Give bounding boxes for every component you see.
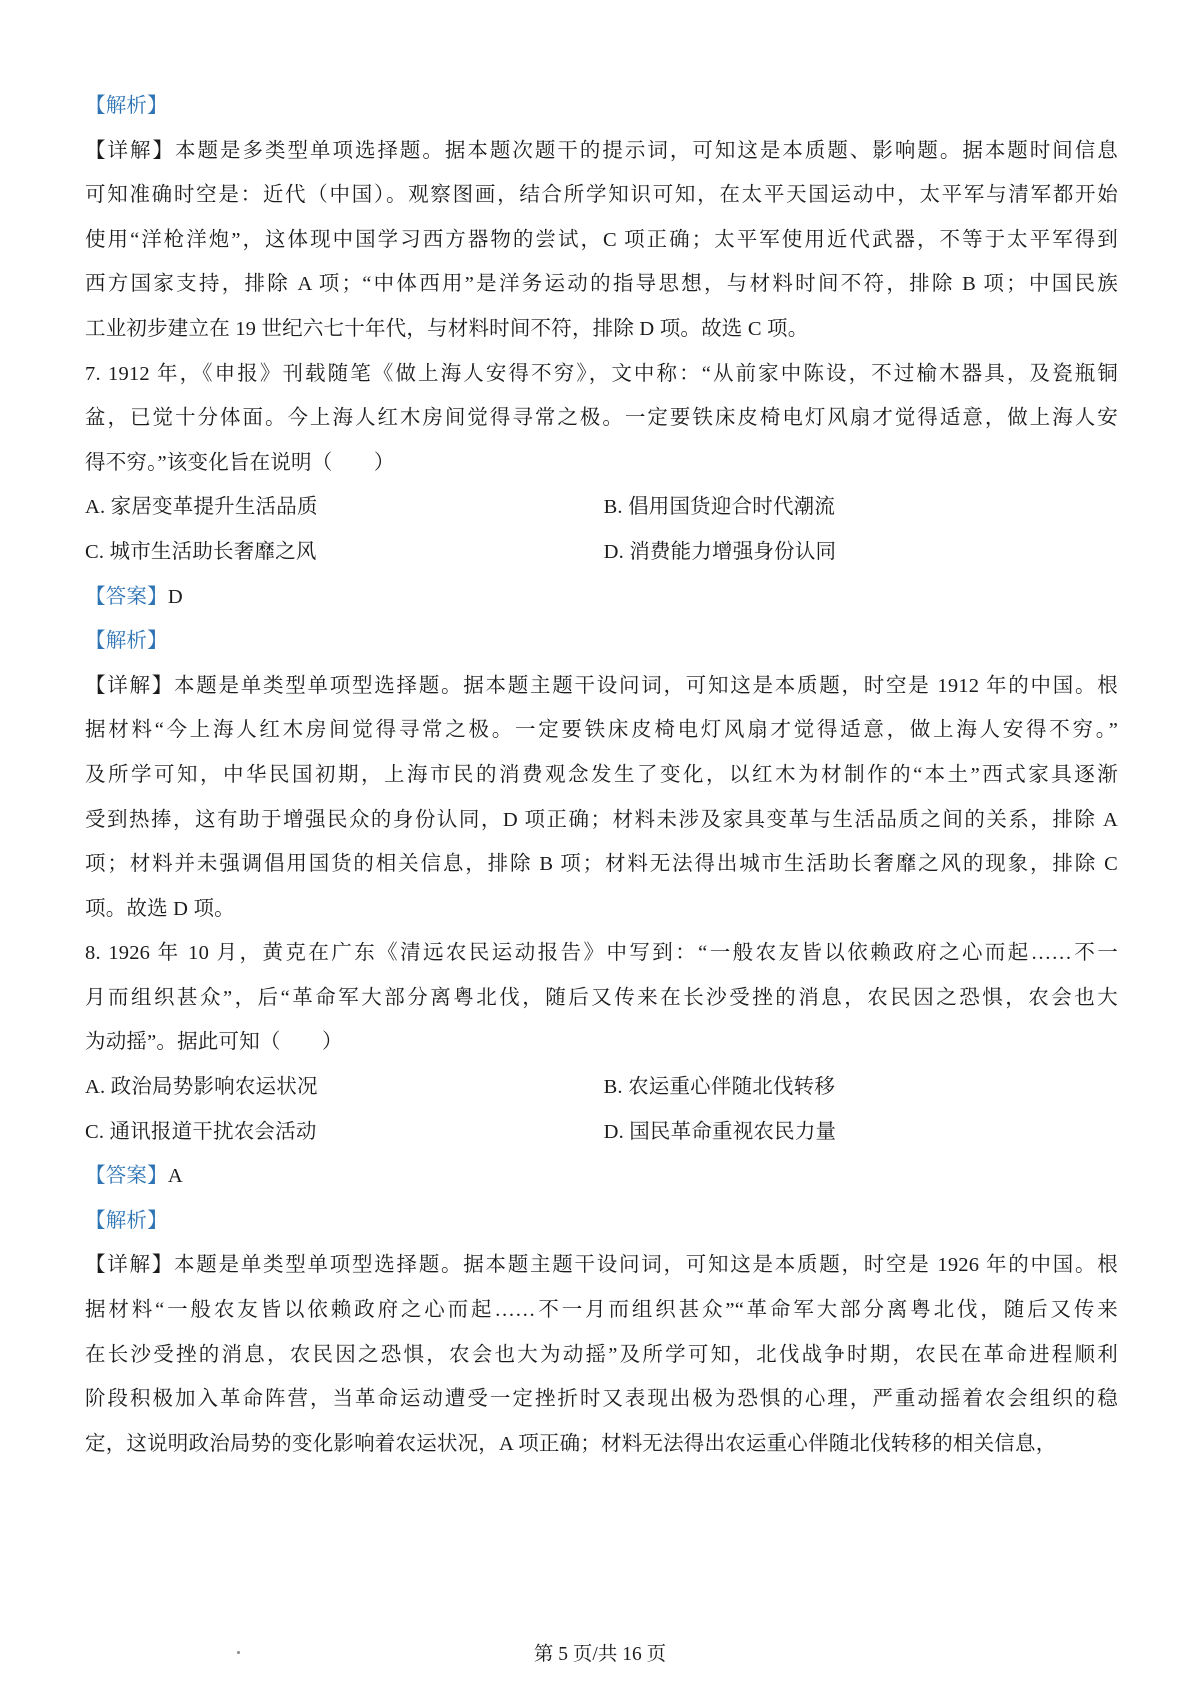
detail-q8-line-3: 在长沙受挫的消息，农民因之恐惧，农会也大为动摇”及所学可知，北伐战争时期，农民在革命进程顺利 (85, 1343, 1118, 1366)
detail-q6-line-4: 西方国家支持，排除 A 项；“中体西用”是洋务运动的指导思想，与材料时间不符，排除 B 项；中国民族 (85, 273, 1118, 296)
detail-q8-line-1: 【详解】本题是单类型单项型选择题。据本题主题干设问词，可知这是本质题，时空是 1926 年的中国。根 (85, 1254, 1118, 1277)
section-label: 【解析】 (85, 1209, 168, 1232)
question-8-line-1: 8. 1926 年 10 月，黄克在广东《清远农民运动报告》中写到：“一般农友皆以依赖政府之心而起……不一 (85, 942, 1118, 965)
detail-q6-line-5: 工业初步建立在 19 世纪六七十年代，与材料时间不符，排除 D 项。故选 C 项。 (85, 317, 809, 340)
question-7-line-1: 7. 1912 年，《申报》刊载随笔《做上海人安得不穷》，文中称：“从前家中陈设，不过榆木器具，及瓷瓶铜 (85, 362, 1118, 385)
detail-q8-line-5: 定，这说明政治局势的变化影响着农运状况，A 项正确；材料无法得出农运重心伴随北伐转移的相关信息， (85, 1432, 1057, 1455)
page-number: 第 5 页/共 16 页 (533, 1644, 667, 1665)
analysis-marker-q8 (85, 1199, 1118, 1244)
option-A: A. 政治局势影响农运状况 (85, 1076, 318, 1099)
document-body (85, 84, 1118, 1466)
option-D: D. 消费能力增强身份认同 (603, 540, 837, 563)
detail-q6-line-1: 【详解】本题是多类型单项选择题。据本题次题干的提示词，可知这是本质题、影响题。据本题时间信息 (85, 139, 1118, 162)
question-7-line-2: 盆，已觉十分体面。今上海人红木房间觉得寻常之极。一定要铁床皮椅电灯风扇才觉得适意，做上海人安 (85, 407, 1118, 430)
option-A: A. 家居变革提升生活品质 (85, 496, 318, 519)
option-D: D. 国民革命重视农民力量 (603, 1120, 837, 1143)
options-q8-row-2 (85, 1110, 1118, 1155)
detail-q7-line-4: 受到热捧，这有助于增强民众的身份认同，D 项正确；材料未涉及家具变革与生活品质之间的关系，排除 A (85, 808, 1118, 831)
answer-q8 (85, 1154, 1118, 1199)
answer-label: 【答案】 (85, 1165, 168, 1188)
detail-q7-line-6: 项。故选 D 项。 (85, 897, 235, 920)
option-C: C. 通讯报道干扰农会活动 (85, 1120, 317, 1143)
detail-q6-line-2: 可知准确时空是：近代（中国）。观察图画，结合所学知识可知，在太平天国运动中，太平军与清军都开始 (85, 184, 1118, 207)
option-B: B. 农运重心伴随北伐转移 (603, 1076, 836, 1099)
answer-value: A (167, 1165, 183, 1188)
options-q7-row-1 (85, 485, 1118, 530)
option-B: B. 倡用国货迎合时代潮流 (603, 496, 836, 519)
analysis-marker-q7 (85, 619, 1118, 664)
detail-q7-line-3: 及所学可知，中华民国初期，上海市民的消费观念发生了变化，以红木为材制作的“本土”西式家具逐渐 (85, 763, 1118, 786)
question-8-line-3: 为动摇”。据此可知（ ） (85, 1031, 343, 1054)
answer-value: D (167, 585, 183, 608)
question-8-line-2: 月而组织甚众”，后“革命军大部分离粤北伐，随后又传来在长沙受挫的消息，农民因之恐惧，农会也大 (85, 986, 1118, 1009)
section-label: 【解析】 (85, 630, 168, 653)
detail-q8-line-4: 阶段积极加入革命阵营，当革命运动遭受一定挫折时又表现出极为恐惧的心理，严重动摇着农会组织的稳 (85, 1388, 1118, 1411)
detail-q8-line-2: 据材料“一般农友皆以依赖政府之心而起……不一月而组织甚众”“革命军大部分离粤北伐，随后又传来 (85, 1299, 1118, 1322)
options-q7-row-2 (85, 530, 1118, 575)
detail-q7-line-2: 据材料“今上海人红木房间觉得寻常之极。一定要铁床皮椅电灯风扇才觉得适意，做上海人安得不穷。” (85, 719, 1118, 742)
detail-q7-line-1: 【详解】本题是单类型单项型选择题。据本题主题干设问词，可知这是本质题，时空是 1912 年的中国。根 (85, 674, 1118, 697)
analysis-marker-q6 (85, 84, 1118, 129)
section-label: 【解析】 (85, 95, 168, 117)
detail-q7-line-5: 项；材料并未强调倡用国货的相关信息，排除 B 项；材料无法得出城市生活助长奢靡之风的现象，排除 C (85, 853, 1118, 876)
question-7-line-3: 得不穷。”该变化旨在说明（ ） (85, 451, 395, 474)
options-q8-row-1 (85, 1065, 1118, 1110)
answer-label: 【答案】 (85, 585, 168, 608)
answer-q7 (85, 575, 1118, 620)
option-C: C. 城市生活助长奢靡之风 (85, 540, 317, 563)
detail-q6-line-3: 使用“洋枪洋炮”，这体现中国学习西方器物的尝试，C 项正确；太平军使用近代武器，不等于太平军得到 (85, 228, 1118, 251)
